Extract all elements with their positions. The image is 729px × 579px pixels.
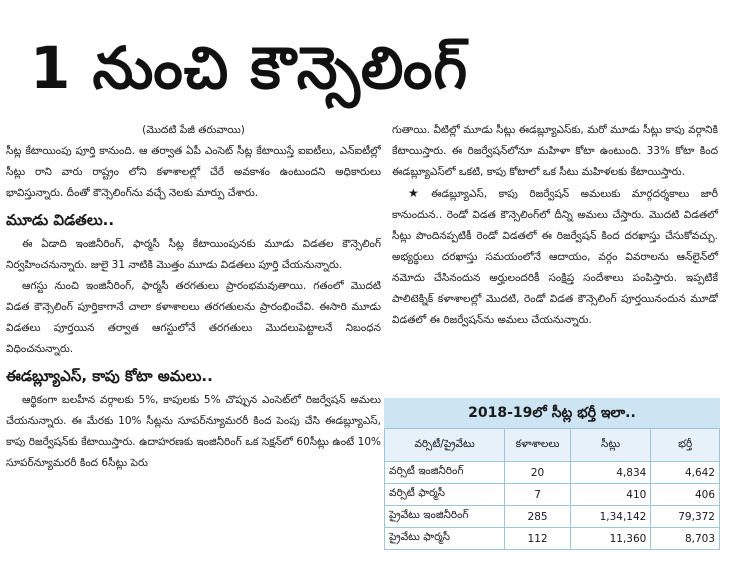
cell-colleges: 285: [505, 506, 571, 528]
table-row: [385, 462, 720, 484]
cell-colleges: 20: [505, 462, 571, 484]
header-filled: భర్తీ: [651, 429, 720, 462]
cell-institution: ప్రైవేటు ఫార్మసీ: [385, 528, 505, 550]
table-header-row: [385, 429, 720, 462]
cell-seats: 1,34,142: [570, 506, 650, 528]
header-colleges: కళాశాలలు: [505, 429, 571, 462]
subheading-three-phases: మూడు విడతలు..: [6, 211, 115, 229]
seats-table: [384, 428, 720, 550]
continuation-caption: (మొదటి పేజీ తరువాయి): [142, 124, 245, 136]
reservation-text: ఈడబ్ల్యూఎస్, కాపు రిజర్వేషన్ అమలుకు మార్గదర్శకాలు జారీ కానుందున.. రెండో విడత కౌన్సెలింగ్‌లో దీన్ని అమలు చేస్తారు. మొదటి విడతలో సీట్లు పొందినప్పటికీ రెండో విడతలో ఈ రిజర్వేషన్ కింద దరఖాస్తు చేసుకోవచ్చు. అభ్యర్థులు దరఖాస్తు సమయంలోనే ఆదాయం, వర్గం వివరాలను ఆన్‌లైన్‌లో నమోదు చేసినందున అర్హులందరికీ సంక్షిప్త సందేశాలు పంపిస్తారు. ఇప్పటికే పాలిటెక్నిక్ కళాశాలల్లో మొదటి, రెండో విడత కౌన్సెలింగ్ పూర్తయినందున మూడో విడతలో ఈ రిజర్వేషన్‌ను అమలు చేయనున్నారు.: [392, 188, 718, 326]
cell-institution: వర్సిటీ ఫార్మసీ: [385, 484, 505, 506]
cell-filled: 79,372: [651, 506, 720, 528]
cell-seats: 4,834: [570, 462, 650, 484]
seats-table-box: [384, 398, 720, 550]
phases-paragraph-1: ఈ ఏడాది ఇంజినీరింగ్, ఫార్మసీ సీట్ల కేటాయింపునకు మూడు విడతల కౌన్సెలింగ్ నిర్వహించనున్నారు. జులై 31 నాటికి మొత్తం మూడు విడతలు పూర్తి చేయనున్నారు.: [6, 238, 381, 271]
cell-seats: 11,360: [570, 528, 650, 550]
headline: 1 నుంచి కౌన్సెలింగ్: [30, 34, 469, 102]
table-title: 2018-19లో సీట్ల భర్తీ ఇలా..: [384, 398, 720, 428]
phases-paragraph-2: ఆగస్టు నుంచి ఇంజినీరింగ్, ఫార్మసీ తరగతులు ప్రారంభమవుతాయి. గతంలో మొదటి విడత కౌన్సెలింగ్ పూర్తికాగానే చాలా కళాశాలలు తరగతులను ప్రారంభించేవి. ఈసారి మూడు విడతలు పూర్తయిన తర్వాత ఆగస్టులోనే తరగతులు మొదలుపెట్టాలనే నిబంధన విధించనున్నారు.: [6, 280, 381, 355]
star-icon: ★: [408, 186, 427, 200]
subheading-ews-kapu: ఈడబ్ల్యూఎస్, కాపు కోటా అమలు..: [6, 367, 213, 385]
right-column: [392, 120, 718, 331]
cell-filled: 8,703: [651, 528, 720, 550]
cell-institution: ప్రైవేటు ఇంజినీరింగ్: [385, 506, 505, 528]
left-column: [6, 120, 381, 474]
reservation-paragraph: [392, 183, 718, 331]
cell-colleges: 112: [505, 528, 571, 550]
header-institution: వర్సిటీ/ప్రైవేటు: [385, 429, 505, 462]
continuation-paragraph: గుతాయి. వీటిల్లో మూడు సీట్లు ఈడబ్ల్యూఎస్‌కు, మరో మూడు సీట్లు కాపు వర్గానికి కేటాయిస్తారు. ఈ రిజర్వేషన్‌లోనూ మహిళా కోటా ఉంటుంది. 33% కోటా కింద ఈడబ్ల్యూఎస్‌లో ఒకటి, కాపు కోటాలో ఒక సీటు మహిళలకు కేటాయిస్తారు.: [392, 124, 718, 178]
ews-paragraph: ఆర్థికంగా బలహీన వర్గాలకు 5%, కాపులకు 5% చొప్పున ఎంసెట్‌లో రిజర్వేషన్ అమలు చేయనున్నారు. ఈ మేరకు 10% సీట్లను సూపర్‌న్యూమరరీ కింద పెంపు చేసి ఈడబ్ల్యూఎస్, కాపు రిజర్వేషన్‌కు కేటాయిస్తారు. ఉదాహరణకు ఇంజినీరింగ్ ఒక సెక్షన్‌లో 60సీట్లు ఉంటే 10% సూపర్‌న్యూమరరీ కింద 6సీట్లు పెరు: [6, 394, 381, 469]
cell-institution: వర్సిటీ ఇంజినీరింగ్: [385, 462, 505, 484]
table-row: [385, 484, 720, 506]
table-row: [385, 528, 720, 550]
cell-filled: 4,642: [651, 462, 720, 484]
table-row: [385, 506, 720, 528]
cell-filled: 406: [651, 484, 720, 506]
cell-seats: 410: [570, 484, 650, 506]
header-seats: సీట్లు: [570, 429, 650, 462]
intro-paragraph: సీట్ల కేటాయింపు పూర్తి కానుంది. ఆ తర్వాత ఏపీ ఎంసెట్ సీట్ల కేటాయిస్తే ఐఐటీలు, ఎన్ఐటీల్లో సీట్లు రాని వారు రాష్ట్రం లోని కళాశాలల్లో చేరే అవకాశం ఉంటుందని అధికారులు భావిస్తున్నారు. దీంతో కౌన్సెలింగ్‌ను వచ్చే నెలకు మార్పు చేశారు.: [6, 145, 381, 199]
cell-colleges: 7: [505, 484, 571, 506]
